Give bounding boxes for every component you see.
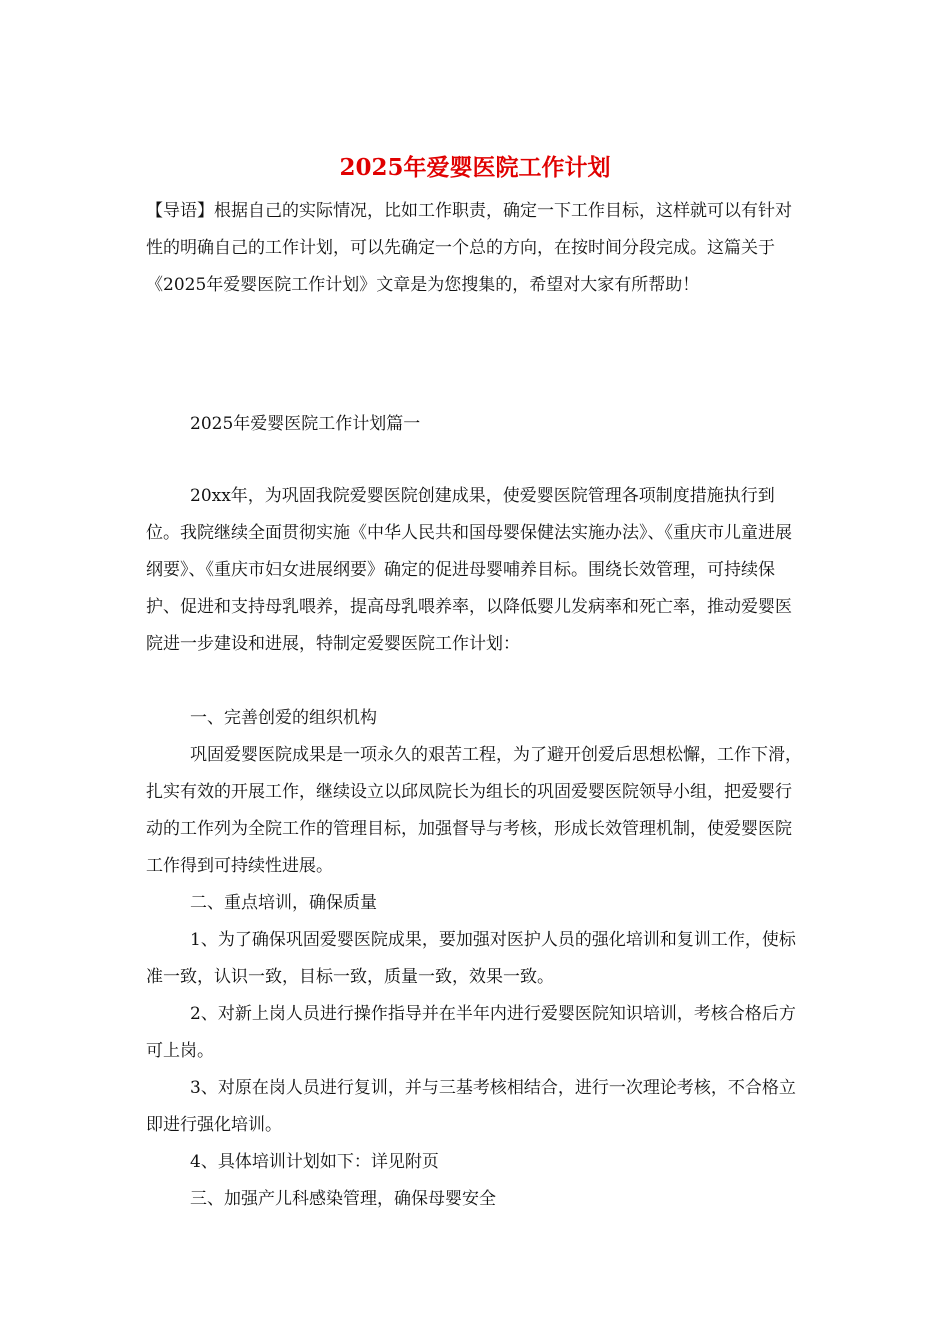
list-item: 1、为了确保巩固爱婴医院成果，要加强对医护人员的强化培训和复训工作，使标准一致，认识一致，目标一致，质量一致，效果一致。 <box>146 930 796 987</box>
section-heading: 2025年爱婴医院工作计划篇一 <box>190 414 421 434</box>
body-paragraph: 巩固爱婴医院成果是一项永久的艰苦工程，为了避开创爱后思想松懈，工作下滑，扎实有效的开展工作，继续设立以邱凤院长为组长的巩固爱婴医院领导小组，把爱婴行动的工作列为全院工作的管理目标，加强督导与考核，形成长效管理机制，使爱婴医院工作得到可持续性进展。 <box>146 745 802 876</box>
intro-paragraph: 【导语】根据自己的实际情况，比如工作职责，确定一下工作目标，这样就可以有针对性的明确自己的工作计划，可以先确定一个总的方向，在按时间分段完成。这篇关于《2025年爱婴医院工作计划》文章是为您搜集的，希望对大家有所帮助！ <box>146 201 792 295</box>
list-item: 4、具体培训计划如下：详见附页 <box>190 1152 439 1172</box>
list-heading-1: 一、完善创爱的组织机构 <box>190 708 377 728</box>
body-paragraph: 20xx年，为巩固我院爱婴医院创建成果，使爱婴医院管理各项制度措施执行到位。我院继续全面贯彻实施《中华人民共和国母婴保健法实施办法》、《重庆市儿童进展纲要》、《重庆市妇女进展纲要》确定的促进母婴哺养目标。围绕长效管理，可持续保护、促进和支持母乳喂养，提高母乳喂养率，以降低婴儿发病率和死亡率，推动爱婴医院进一步建设和进展，特制定爱婴医院工作计划： <box>146 486 792 654</box>
document-title: 2025年爱婴医院工作计划 <box>339 154 611 181</box>
list-item: 2、对新上岗人员进行操作指导并在半年内进行爱婴医院知识培训，考核合格后方可上岗。 <box>146 1004 796 1061</box>
list-item: 3、对原在岗人员进行复训，并与三基考核相结合，进行一次理论考核，不合格立即进行强化培训。 <box>146 1078 796 1135</box>
list-heading-2: 二、重点培训，确保质量 <box>190 893 377 913</box>
list-heading-3: 三、加强产儿科感染管理，确保母婴安全 <box>190 1189 496 1209</box>
